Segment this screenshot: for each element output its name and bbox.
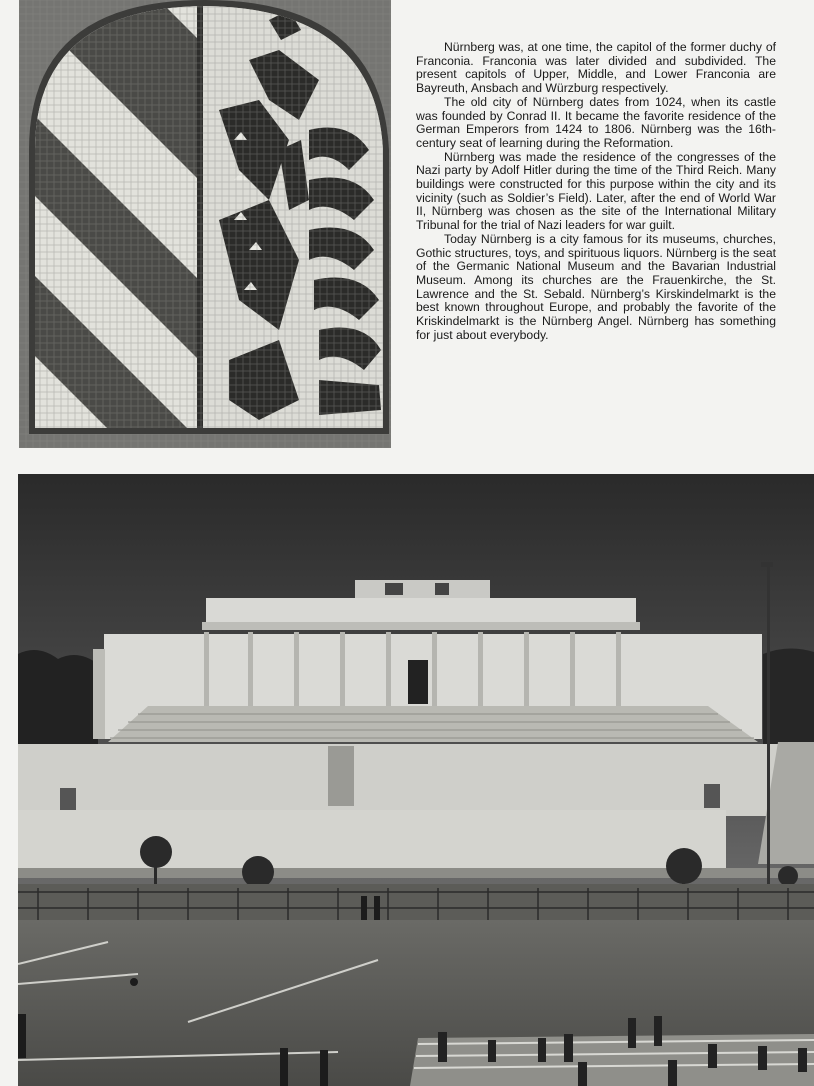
article-paragraph-4: Today Nürnberg is a city famous for its museums, churches, Gothic structures, toys, and spirituous liquors. Nürnberg is the seat of the Germanic National Museum and the Bavarian Industrial Museum. Among its churches are the Frauenkirche, the St. Lawrence and the St. Sebald. Nürnberg’s Kirskindelmarkt is the best known throughout Europe, and probably the favorite of the Kriskindelmarkt is the Nürnberg Angel. Nürnberg has something for just about everybody. [416,231,776,342]
article-text [416,41,776,342]
article-paragraph-2: The old city of Nürnberg dates from 1024, when its castle was founded by Conrad II. It became the favorite residence of the German Emperors from 1424 to 1806. Nürnberg was the 16th- century seat of learning during the Reformation. [416,94,776,150]
grandstand-illustration [18,474,814,1086]
article-paragraph-3: Nürnberg was made the residence of the congresses of the Nazi party by Adolf Hitler during the time of the Third Reich. Many buildings were constructed for this purpose within the city and its vicinity (such as Soldier’s Field). Later, after the end of World War II, Nürnberg was chosen as the site of the International Military Tribunal for the trial of Nazi leaders for war guilt. [416,149,776,233]
article-paragraph-1: Nürnberg was, at one time, the capitol of the former duchy of Franconia. Franconia was later divided and subdivided. The present capitols of Upper, Middle, and Lower Franconia are Bayreuth, Ansbach and Würzburg respectively. [416,40,776,96]
zeppelin-field-grandstand-photo [18,474,814,1086]
mosaic-coat-of-arms-photo [19,0,391,448]
mosaic-illustration [19,0,391,448]
